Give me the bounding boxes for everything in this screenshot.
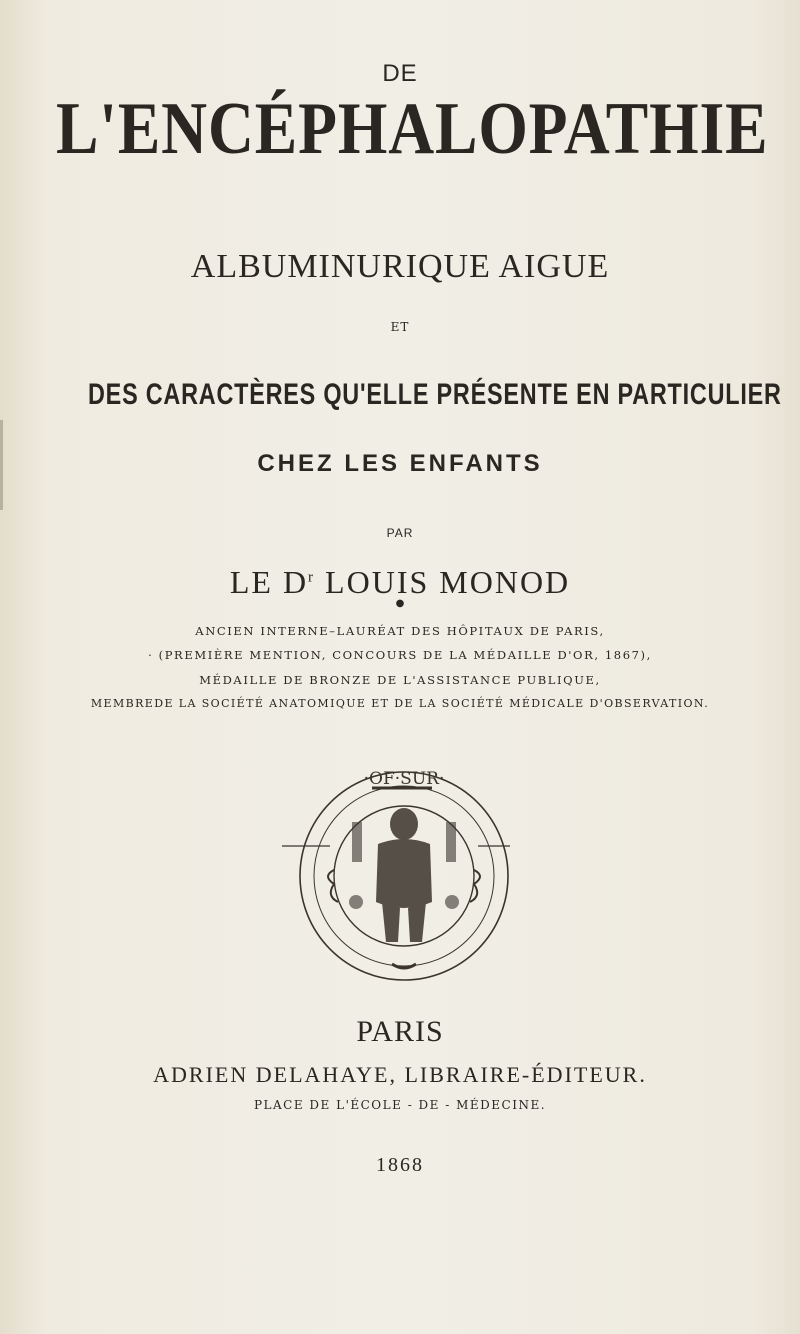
main-title: L'ENCÉPHALOPATHIE [56,88,769,170]
publication-year: 1868 [376,1154,424,1176]
seal-text: ·OF·SUR· [363,769,445,789]
title-line-3: CHEZ LES ENFANTS [257,450,543,477]
separator-dot: ● [395,598,405,609]
conjunction: ET [390,320,410,334]
author-fullname: LOUIS MONOD [325,564,571,600]
imprint-city: PARIS [356,1015,444,1048]
imprint-publisher: ADRIEN DELAHAYE, LIBRAIRE-ÉDITEUR. [153,1062,647,1087]
author-prefix: LE D [229,564,309,600]
title-prefix: DE [382,60,418,87]
imprint-address: PLACE DE L'ÉCOLE - DE - MÉDECINE. [253,1098,547,1112]
subtitle: ALBUMINURIQUE AIGUE [190,248,610,285]
author-prefix-sup: r [308,569,316,586]
library-seal-stamp [282,752,522,996]
author-title-4: MEMBREDE LA SOCIÉTÉ ANATOMIQUE ET DE LA SOCIÉTÉ MÉDICALE D'OBSERVATION. [90,697,710,710]
author-title-1: ANCIEN INTERNE–LAURÉAT DES HÔPITAUX DE PARIS, [195,624,605,638]
by-label: PAR [386,526,414,540]
author-title-2: · (PREMIÈRE MENTION, CONCOURS DE LA MÉDAILLE D'OR, 1867), [148,648,652,662]
title-line-2: DES CARACTÈRES QU'ELLE PRÉSENTE EN PARTICULIER [88,378,782,411]
author-name [0,564,800,601]
author-title-3: MÉDAILLE DE BRONZE DE L'ASSISTANCE PUBLIQUE, [199,673,601,687]
